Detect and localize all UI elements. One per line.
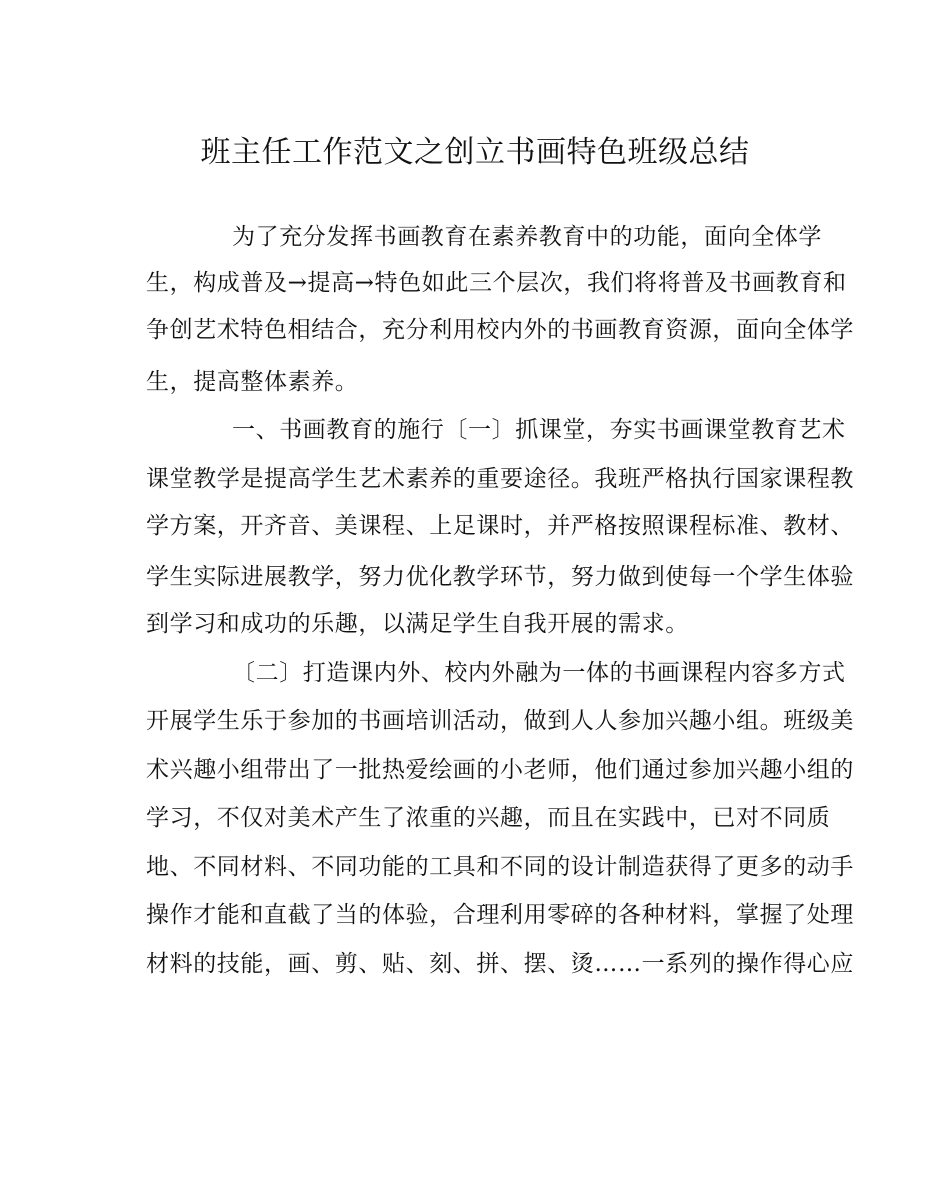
paragraph-line: 学生实际进展教学，努力优化教学环节，努力做到使每一个学生体验 bbox=[146, 564, 854, 590]
section-heading-line: 〔二〕打造课内外、校内外融为一体的书画课程内容多方式 bbox=[232, 660, 846, 686]
paragraph-line: 到学习和成功的乐趣，以满足学生自我开展的需求。 bbox=[146, 611, 689, 637]
paragraph-line: 材料的技能，画、剪、贴、刻、拼、摆、烫……一系列的操作得心应 bbox=[146, 951, 854, 977]
paragraph-line: 课堂教学是提高学生艺术素养的重要途径。我班严格执行国家课程教 bbox=[146, 466, 854, 492]
section-heading-line: 一、书画教育的施行〔一〕抓课堂，夯实书画课堂教育艺术 bbox=[232, 417, 846, 443]
paragraph-line: 生，构成普及→提高→特色如此三个层次，我们将将普及书画教育和 bbox=[146, 270, 847, 296]
paragraph-line: 操作才能和直截了当的体验，合理利用零碎的各种材料，掌握了处理 bbox=[146, 902, 854, 928]
paragraph-line: 争创艺术特色相结合，充分利用校内外的书画教育资源，面向全体学 bbox=[146, 317, 854, 343]
paragraph-line: 学方案，开齐音、美课程、上足课时，并严格按照课程标准、教材、 bbox=[146, 513, 854, 539]
paragraph-line: 术兴趣小组带出了一批热爱绘画的小老师，他们通过参加兴趣小组的 bbox=[146, 757, 854, 783]
paragraph-line: 为了充分发挥书画教育在素养教育中的功能，面向全体学 bbox=[232, 224, 822, 250]
paragraph-line: 开展学生乐于参加的书画培训活动，做到人人参加兴趣小组。班级美 bbox=[146, 708, 854, 734]
page-title: 班主任工作范文之创立书画特色班级总结 bbox=[200, 135, 750, 170]
paragraph-line: 学习，不仅对美术产生了浓重的兴趣，而且在实践中，已对不同质 bbox=[146, 805, 831, 831]
paragraph-line: 地、不同材料、不同功能的工具和不同的设计制造获得了更多的动手 bbox=[146, 854, 854, 880]
paragraph-line: 生，提高整体素养。 bbox=[146, 369, 359, 395]
